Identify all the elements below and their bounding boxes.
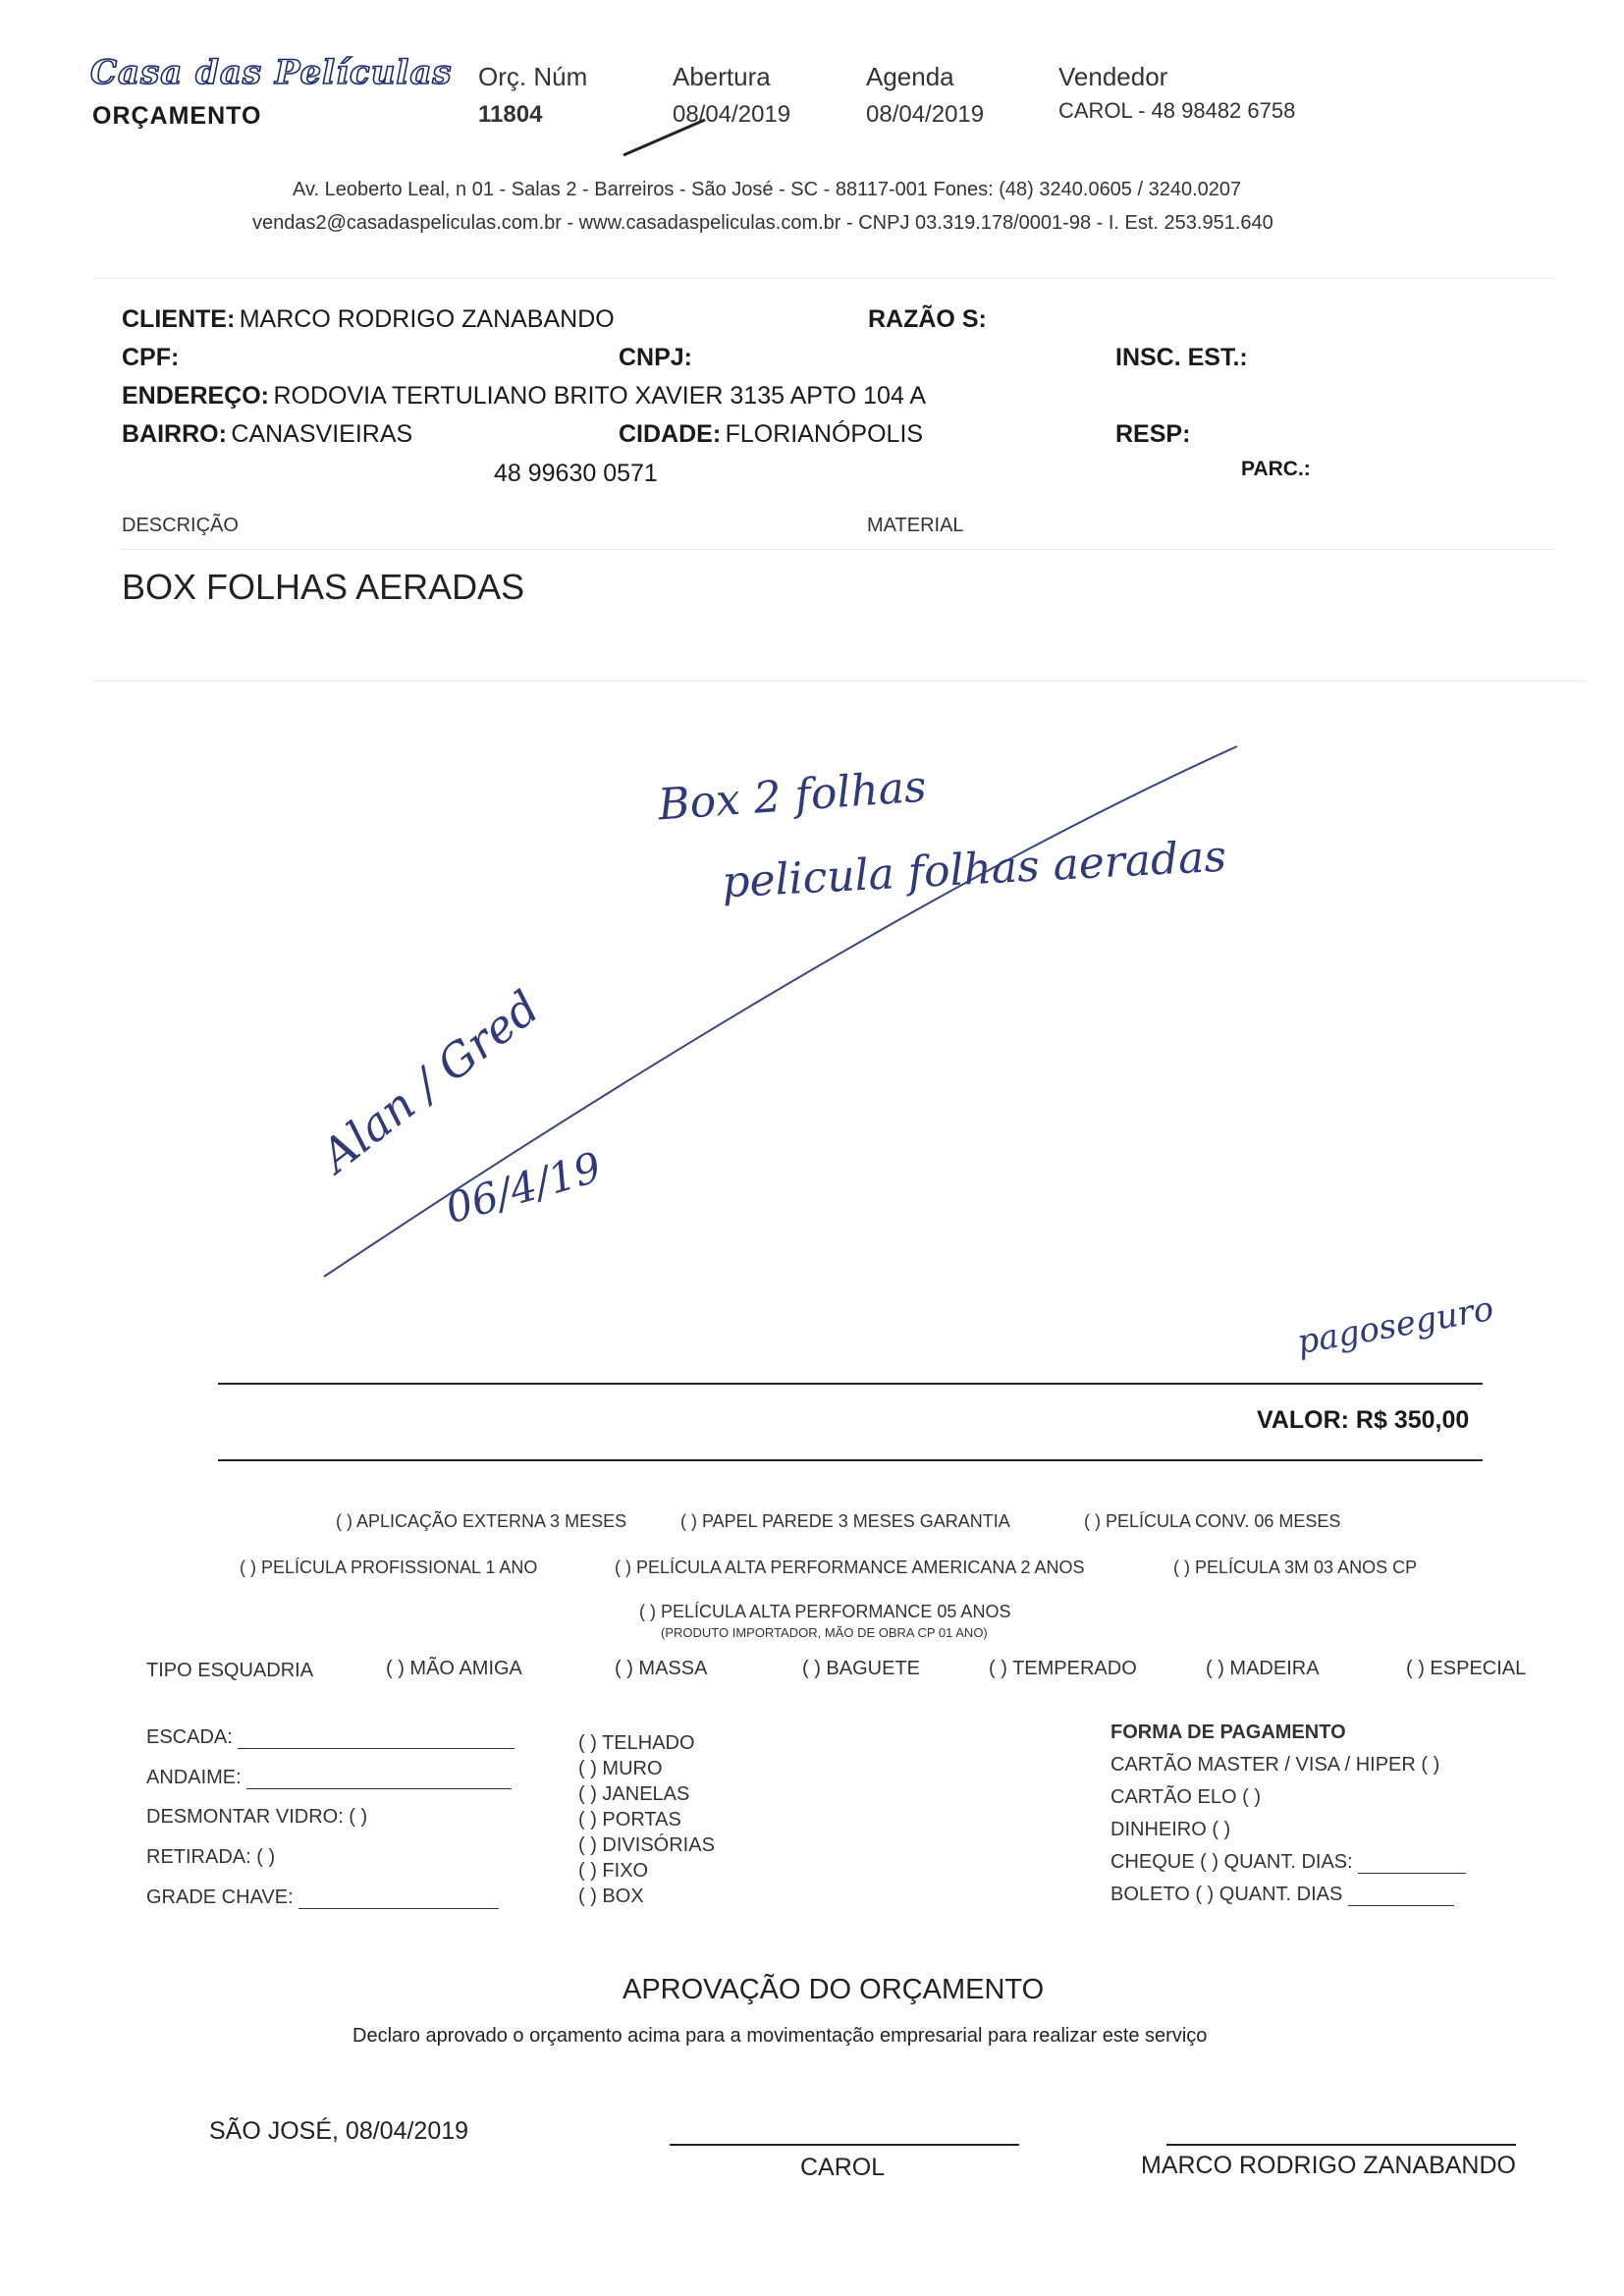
cidade-label: CIDADE: xyxy=(619,420,722,448)
company-address: Av. Leoberto Leal, n 01 - Salas 2 - Barreiros - São José - SC - 88117-001 Fones: (48) 3240.0605 / 3240.0207 xyxy=(293,179,1242,200)
place-janelas[interactable]: ( ) JANELAS xyxy=(578,1783,690,1805)
payment-boleto-row xyxy=(1110,1884,1454,1906)
insc-est-label: INSC. EST.: xyxy=(1115,344,1248,371)
agenda-label: Agenda xyxy=(866,62,954,91)
resp-label: RESP: xyxy=(1115,420,1191,448)
place-divisorias[interactable]: ( ) DIVISÓRIAS xyxy=(578,1834,715,1856)
parc-label: PARC.: xyxy=(1241,458,1311,480)
payment-elo[interactable]: CARTÃO ELO ( ) xyxy=(1110,1786,1261,1808)
orc-num-value: 11804 xyxy=(478,101,543,128)
andaime-row xyxy=(146,1767,512,1789)
vendedor-label: Vendedor xyxy=(1058,62,1168,91)
cliente-value: MARCO RODRIGO ZANABANDO xyxy=(239,305,615,333)
payment-boleto[interactable]: BOLETO ( ) QUANT. DIAS xyxy=(1110,1884,1343,1905)
handwritten-signature: Alan / Gred xyxy=(310,980,549,1182)
cheque-days-field[interactable] xyxy=(1358,1873,1466,1874)
option-wallpaper[interactable]: ( ) PAPEL PAREDE 3 MESES GARANTIA xyxy=(680,1511,1010,1531)
seller-signature-name: CAROL xyxy=(800,2154,886,2181)
bairro-label: BAIRRO: xyxy=(122,420,227,448)
payment-title: FORMA DE PAGAMENTO xyxy=(1110,1722,1346,1743)
place-telhado[interactable]: ( ) TELHADO xyxy=(578,1732,695,1754)
esquadria-temperado[interactable]: ( ) TEMPERADO xyxy=(989,1658,1137,1679)
orc-num-label: Orç. Núm xyxy=(478,62,588,91)
place-fixo[interactable]: ( ) FIXO xyxy=(578,1860,649,1882)
handwritten-note-line2: pelicula folhas aeradas xyxy=(721,831,1228,908)
esquadria-label: TIPO ESQUADRIA xyxy=(146,1660,314,1681)
material-label: MATERIAL xyxy=(867,515,964,536)
cpf-label: CPF: xyxy=(122,344,180,371)
option-high-perf-5y-note: (PRODUTO IMPORTADOR, MÃO DE OBRA CP 01 ANO) xyxy=(661,1625,988,1640)
andaime-label: ANDAIME: xyxy=(146,1767,242,1788)
client-signature-name: MARCO RODRIGO ZANABANDO xyxy=(1141,2152,1516,2179)
item-description: BOX FOLHAS AERADAS xyxy=(122,567,525,607)
company-logo: Casa das Películas xyxy=(90,53,453,92)
total-line-top xyxy=(218,1383,1483,1385)
client-phone: 48 99630 0571 xyxy=(494,460,658,487)
cnpj-label: CNPJ: xyxy=(619,344,693,371)
abertura-value: 08/04/2019 xyxy=(673,101,791,128)
approval-title: APROVAÇÃO DO ORÇAMENTO xyxy=(623,1974,1045,2005)
place-box[interactable]: ( ) BOX xyxy=(578,1886,644,1907)
payment-cheque[interactable]: CHEQUE ( ) QUANT. DIAS: xyxy=(1110,1851,1353,1873)
retirada[interactable]: RETIRADA: ( ) xyxy=(146,1846,276,1868)
descricao-label: DESCRIÇÃO xyxy=(122,515,239,536)
escada-field[interactable] xyxy=(238,1748,514,1749)
boleto-days-field[interactable] xyxy=(1348,1905,1454,1906)
payment-cartao[interactable]: CARTÃO MASTER / VISA / HIPER ( ) xyxy=(1110,1754,1440,1776)
vendedor-value: CAROL - 48 98482 6758 xyxy=(1058,98,1296,123)
option-high-perf-5y[interactable]: ( ) PELÍCULA ALTA PERFORMANCE 05 ANOS xyxy=(639,1602,1011,1621)
option-3m[interactable]: ( ) PELÍCULA 3M 03 ANOS CP xyxy=(1173,1558,1418,1577)
valor-value: 350,00 xyxy=(1393,1406,1470,1434)
payment-dinheiro[interactable]: DINHEIRO ( ) xyxy=(1110,1819,1231,1840)
valor-label: VALOR: R$ xyxy=(1257,1406,1387,1434)
grade-chave-field[interactable] xyxy=(298,1908,499,1909)
escada-row xyxy=(146,1726,514,1749)
endereco-label: ENDEREÇO: xyxy=(122,382,270,410)
pen-mark xyxy=(623,120,705,155)
grade-row xyxy=(146,1886,499,1909)
agenda-value: 08/04/2019 xyxy=(866,101,985,128)
esquadria-especial[interactable]: ( ) ESPECIAL xyxy=(1406,1658,1527,1679)
place-portas[interactable]: ( ) PORTAS xyxy=(578,1809,681,1831)
escada-label: ESCADA: xyxy=(146,1726,233,1748)
grade-chave-label: GRADE CHAVE: xyxy=(146,1886,294,1908)
cliente-label: CLIENTE: xyxy=(122,305,236,333)
option-professional[interactable]: ( ) PELÍCULA PROFISSIONAL 1 ANO xyxy=(240,1558,538,1577)
client-signature-line xyxy=(1166,2144,1516,2146)
esquadria-massa[interactable]: ( ) MASSA xyxy=(615,1658,708,1679)
esquadria-baguete[interactable]: ( ) BAGUETE xyxy=(802,1658,921,1679)
andaime-field[interactable] xyxy=(246,1788,512,1789)
place-muro[interactable]: ( ) MURO xyxy=(578,1758,663,1779)
endereco-value: RODOVIA TERTULIANO BRITO XAVIER 3135 APTO 104 A xyxy=(273,382,927,410)
razao-label: RAZÃO S: xyxy=(868,305,987,333)
company-contacts: vendas2@casadaspeliculas.com.br - www.casadaspeliculas.com.br - CNPJ 03.319.178/0001-98 - I. Est. 253.951.640 xyxy=(252,212,1273,234)
option-conv-film[interactable]: ( ) PELÍCULA CONV. 06 MESES xyxy=(1084,1511,1341,1531)
payment-cheque-row xyxy=(1110,1851,1466,1874)
handwritten-sig-date: 06/4/19 xyxy=(440,1142,607,1233)
esquadria-madeira[interactable]: ( ) MADEIRA xyxy=(1206,1658,1320,1679)
seller-signature-line xyxy=(670,2144,1019,2146)
abertura-label: Abertura xyxy=(673,62,771,91)
option-external[interactable]: ( ) APLICAÇÃO EXTERNA 3 MESES xyxy=(336,1511,627,1531)
approval-text: Declaro aprovado o orçamento acima para a movimentação empresarial para realizar este serviço xyxy=(352,2025,1208,2047)
cidade-value: FLORIANÓPOLIS xyxy=(725,420,924,448)
total-line-bottom xyxy=(218,1459,1483,1461)
document-type: ORÇAMENTO xyxy=(92,102,262,130)
bairro-value: CANASVIEIRAS xyxy=(231,420,413,448)
option-high-perf-american[interactable]: ( ) PELÍCULA ALTA PERFORMANCE AMERICANA 2 ANOS xyxy=(615,1558,1085,1577)
desmontar-vidro[interactable]: DESMONTAR VIDRO: ( ) xyxy=(146,1806,368,1828)
valor-row xyxy=(1257,1406,1469,1435)
esquadria-mao-amiga[interactable]: ( ) MÃO AMIGA xyxy=(386,1658,522,1679)
handwritten-paid-note: pagoseguro xyxy=(1294,1288,1497,1363)
place-date: SÃO JOSÉ, 08/04/2019 xyxy=(209,2117,469,2145)
handwritten-note-line1: Box 2 folhas xyxy=(656,761,929,831)
